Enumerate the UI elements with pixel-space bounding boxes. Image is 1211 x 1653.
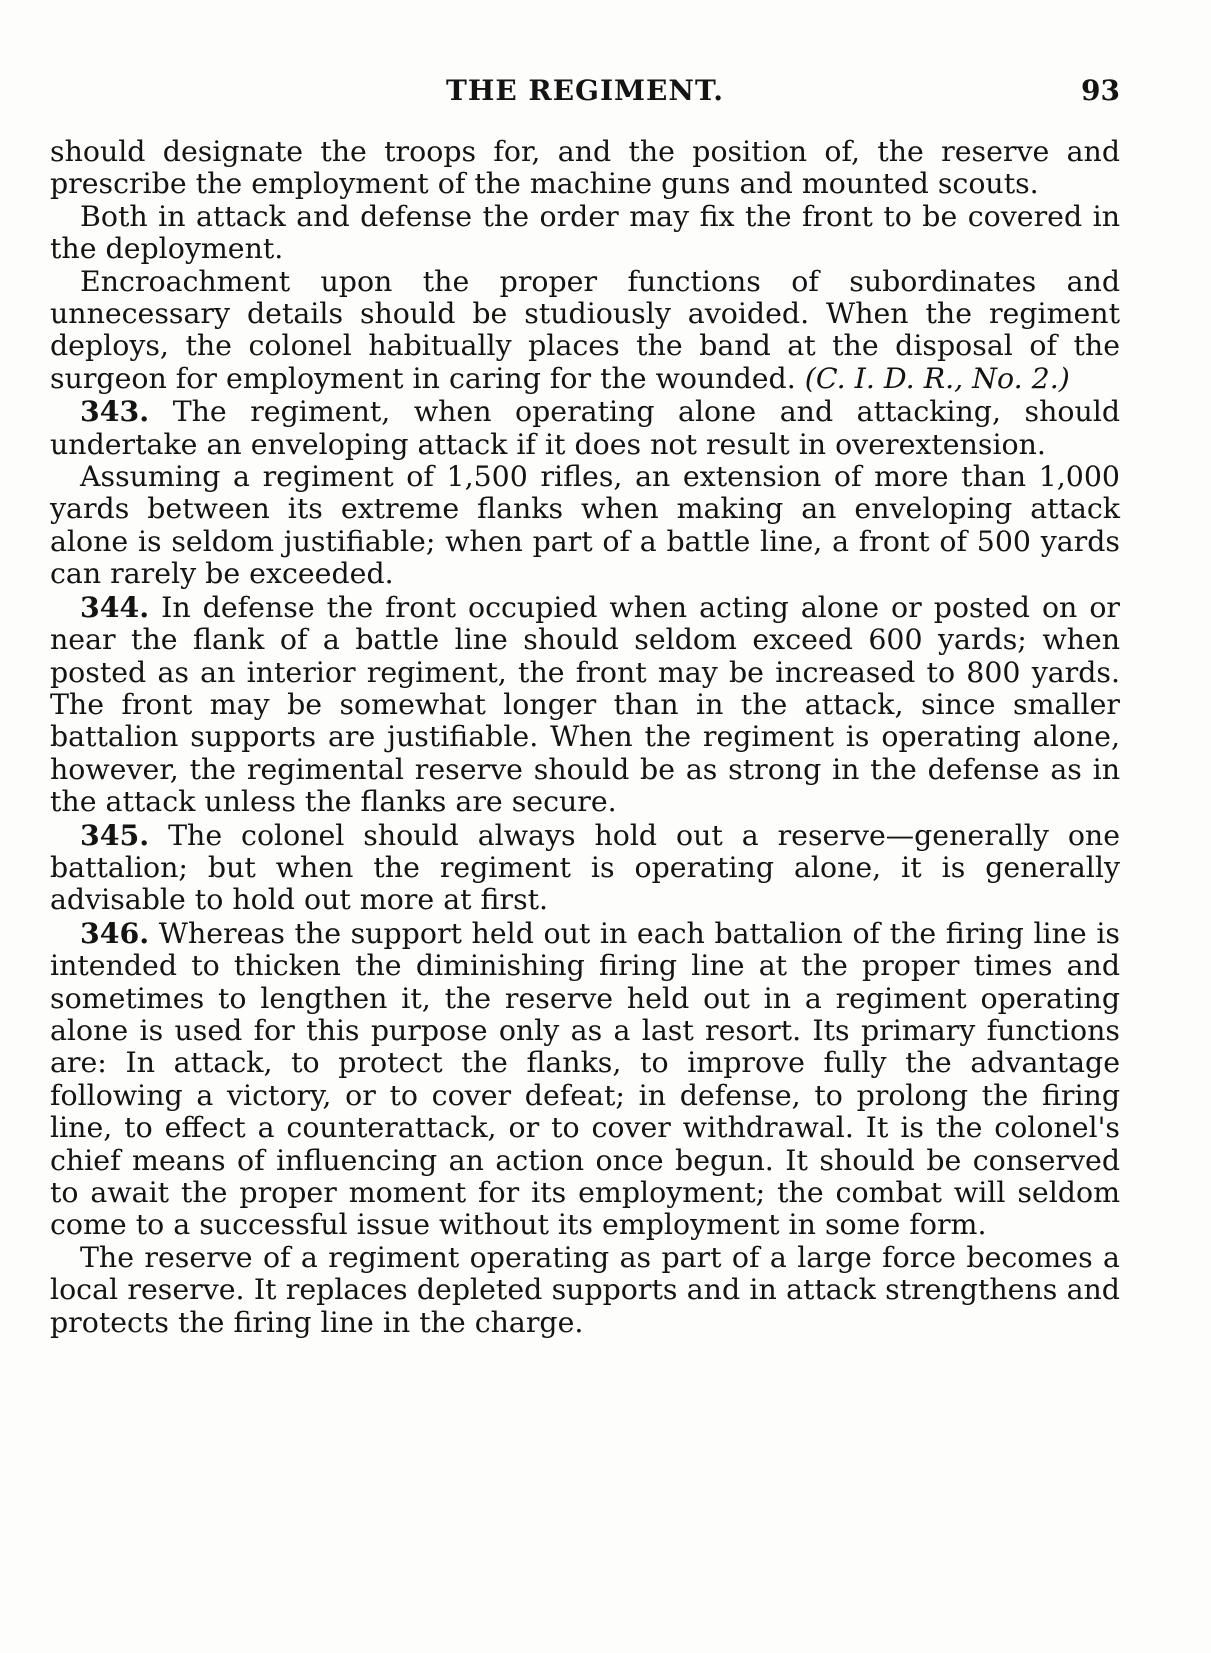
paragraph-text: should designate the troops for, and the position of, the reserve and prescribe the employment of the machine guns and mounted scouts. bbox=[50, 135, 1120, 201]
paragraph bbox=[50, 201, 1120, 266]
page-header bbox=[50, 74, 1120, 114]
paragraph-text: Whereas the support held out in each battalion of the firing line is intended to thicken the diminishing firing line at the proper times and sometimes to lengthen it, the reserve held out in a regiment operating alone is used for this purpose only as a last resort. Its primary functions are: In attack, to protect the flanks, to improve fully the advantage following a victory, or to cover defeat; in defense, to prolong the firing line, to effect a counterattack, or to cover withdrawal. It is the colonel's chief means of influencing an action once begun. It should be conserved to await the proper moment for its employment; the combat will seldom come to a successful issue without its employment in some form. bbox=[50, 916, 1120, 1242]
paragraph-text: The reserve of a regiment operating as part of a large force becomes a local reserve. It replaces depleted supports and in attack strengthens and protects the firing line in the charge. bbox=[50, 1240, 1120, 1339]
section-number: 343. bbox=[80, 394, 150, 429]
paragraph-text: In defense the front occupied when acting alone or posted on or near the flank of a battle line should seldom exceed 600 yards; when posted as an interior regiment, the front may be increased to 800 yards. The front may be somewhat longer than in the attack, since smaller battalion supports are justifiable. When the regiment is operating alone, however, the regimental reserve should be as strong in the defense as in the attack unless the flanks are secure. bbox=[50, 590, 1120, 819]
paragraph-continuation bbox=[50, 136, 1120, 201]
paragraph-text: Encroachment upon the proper functions of subordinates and unnecessary details should be studiously avoided. When the regiment deploys, the colonel habitually places the band at the disposal of the surgeon for employment in caring for the wounded. bbox=[50, 264, 1120, 395]
paragraph bbox=[50, 1242, 1120, 1339]
section-number: 345. bbox=[80, 817, 150, 852]
paragraph bbox=[50, 266, 1120, 396]
paragraph-text: Both in attack and defense the order may fix the front to be covered in the deployment. bbox=[50, 199, 1120, 266]
section-number: 344. bbox=[80, 589, 150, 624]
section-number: 346. bbox=[80, 915, 150, 950]
section-346 bbox=[50, 917, 1120, 1242]
paragraph bbox=[50, 461, 1120, 591]
section-345 bbox=[50, 819, 1120, 917]
body-text bbox=[50, 136, 1120, 1339]
paragraph-text: The regiment, when operating alone and attacking, should undertake an enveloping attack if it does not result in overextension. bbox=[50, 395, 1121, 461]
paragraph-text: The colonel should always hold out a reserve—generally one battalion; but when the regiment is operating alone, it is generally advisable to hold out more at first. bbox=[50, 818, 1120, 917]
page-number: 93 bbox=[1081, 74, 1120, 107]
citation: (C. I. D. R., No. 2.) bbox=[804, 361, 1070, 395]
section-344 bbox=[50, 591, 1120, 819]
paragraph-text: Assuming a regiment of 1,500 rifles, an extension of more than 1,000 yards between its extreme flanks when making an enveloping attack alone is seldom justifiable; when part of a battle line, a front of 500 yards can rarely be exceeded. bbox=[50, 460, 1120, 591]
section-343 bbox=[50, 395, 1120, 461]
running-title: THE REGIMENT. bbox=[446, 74, 724, 107]
